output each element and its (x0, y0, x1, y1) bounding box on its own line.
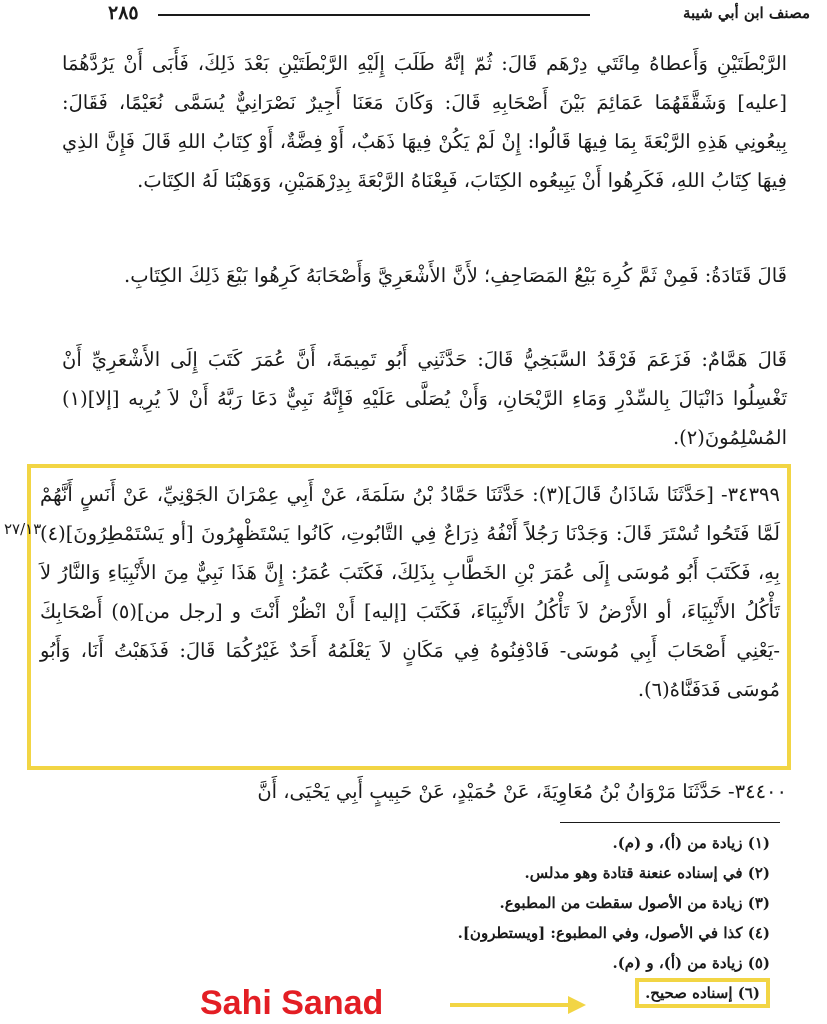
arrow-icon (448, 994, 588, 1016)
header-rule (158, 14, 590, 16)
footnotes-list (300, 828, 770, 1008)
annotation-label: Sahi Sanad (200, 984, 384, 1022)
hadith-34399: ٣٤٣٩٩- [حَدَّثَنَا شَاذَانُ قَالَ](٣): حَدَّثَنَا حَمَّادُ بْنُ سَلَمَةَ، عَنْ أَبِي عِمْرَانَ الجَوْنِيِّ، عَنْ أَنَسٍ أَنَّهُمْ لَمَّا فَتَحُوا تُسْتَرَ قَالَ: وَجَدْنَا رَجُلاً أَنْفُهُ ذِرَاعٌ فِي التَّابُوتِ، كَانُوا يَسْتَظْهِرُونَ [أو يَسْتَمْطِرُونَ](٤) بِهِ، فَكَتَبَ أَبُو مُوسَى إِلَى عُمَرَ بْنِ الخَطَّابِ بِذَلِكَ، فَكَتَبَ عُمَرُ: إِنَّ هَذَا نَبِيٌّ مِنَ الأَنْبِيَاءِ وَالنَّارُ لاَ تَأْكُلُ الأَنْبِيَاءَ، أو الأَرْضُ لاَ تَأْكُلُ الأَنْبِيَاءَ، فَكَتَبَ [إليه] أَنْ انْظُرْ أَنْتَ و [رجل من](٥) أَصْحَابِكَ -يَعْنِي أَصْحَابَ أَبِي مُوسَى- فَادْفِنُوهُ فِي مَكَانٍ لاَ يَعْلَمُهُ أَحَدٌ غَيْرُكُمَا قَالَ: فَذَهَبْتُ أَنَا، وَأَبُو مُوسَى فَدَفَنَّاهُ(٦). (40, 483, 780, 701)
book-title: مصنف ابن أبي شيبة (682, 4, 810, 22)
hadith-34400: ٣٤٤٠٠- حَدَّثَنَا مَرْوَانُ بْنُ مُعَاوِيَةَ، عَنْ حُمَيْدٍ، عَنْ حَبِيبٍ أَبِي يَحْيَى، أَنَّ (257, 780, 787, 803)
footnote: (٤) كذا في الأصول، وفي المطبوع: [ويستطرون]. (457, 924, 770, 942)
page-header (90, 2, 810, 24)
paragraph-qatada: قَالَ قَتَادَةُ: فَمِنْ ثَمَّ كُرِهَ بَيْعُ المَصَاحِفِ؛ لأَنَّ الأَشْعَرِيَّ وَأَصْحَابَهُ كَرِهُوا بَيْعَ ذَلِكَ الكِتَابِ. (124, 264, 787, 287)
paragraph-hammam: قَالَ هَمَّامٌ: فَزَعَمَ فَرْقَدُ السَّبَخِيُّ قَالَ: حَدَّثَنِي أَبُو تَمِيمَةَ، أَنَّ عُمَرَ كَتَبَ إِلَى الأَشْعَرِيِّ أَنْ تَغْسِلُوا دَانْيَالَ بِالسِّدْرِ وَمَاءِ الرَّيْحَانِ، وَأَنْ يُصَلَّى عَلَيْهِ فَإِنَّهُ نَبِيٌّ دَعَا رَبَّهُ أَنْ لاَ يُرِيه [إلا](١) المُسْلِمُونَ(٢). (62, 348, 788, 449)
margin-volume-reference: ٢٧/١٣ (4, 520, 42, 538)
footnote-divider (560, 822, 780, 823)
footnote: (٣) زيادة من الأصول سقطت من المطبوع. (499, 894, 770, 912)
page-number: ٢٨٥ (108, 2, 139, 24)
footnote: (٥) زيادة من (أ)، و (م). (612, 954, 770, 972)
footnote: (٢) في إسناده عنعنة قتادة وهو مدلس. (524, 864, 770, 882)
paragraph-text: الرَّبْطَتَيْنِ وَأَعطاهُ مِائَتَي دِرْهَم قَالَ: ثُمّ إنَّهُ طَلَبَ إِلَيْهِ الرَّبْطَتَيْنِ بَعْدَ ذَلِكَ، فَأَبَى أَنْ يَرُدَّهُمَا [عليه] وَشَقَّقَهُمَا عَمَائِمَ بَيْنَ أَصْحَابِهِ قَالَ: وَكَانَ مَعَنَا أَجِيرٌ نَصْرَانِيٌّ يُسَمَّى نُعَيْمًا، فَقَالَ: بِيعُونِي هَذِهِ الرَّبْعَةَ بِمَا فِيهَا قَالُوا: إِنْ لَمْ يَكُنْ فِيهَا ذَهَبٌ، أَوْ فِضَّةٌ، أَوْ كِتَابُ اللهِ قَالَ فَإِنَّ الذِي فِيهَا كِتَابُ اللهِ، فَكَرِهُوا أَنْ يَبِيعُوه الكِتَابَ، فَبِعْنَاهُ الرَّبْعَةَ بِدِرْهَمَيْنِ، وَوَهَبْنَا لَهُ الكِتَابَ. (62, 52, 787, 192)
footnote: (١) زيادة من (أ)، و (م). (612, 834, 770, 852)
footnote-6-boxed: (٦) إسناده صحيح. (635, 978, 770, 1008)
